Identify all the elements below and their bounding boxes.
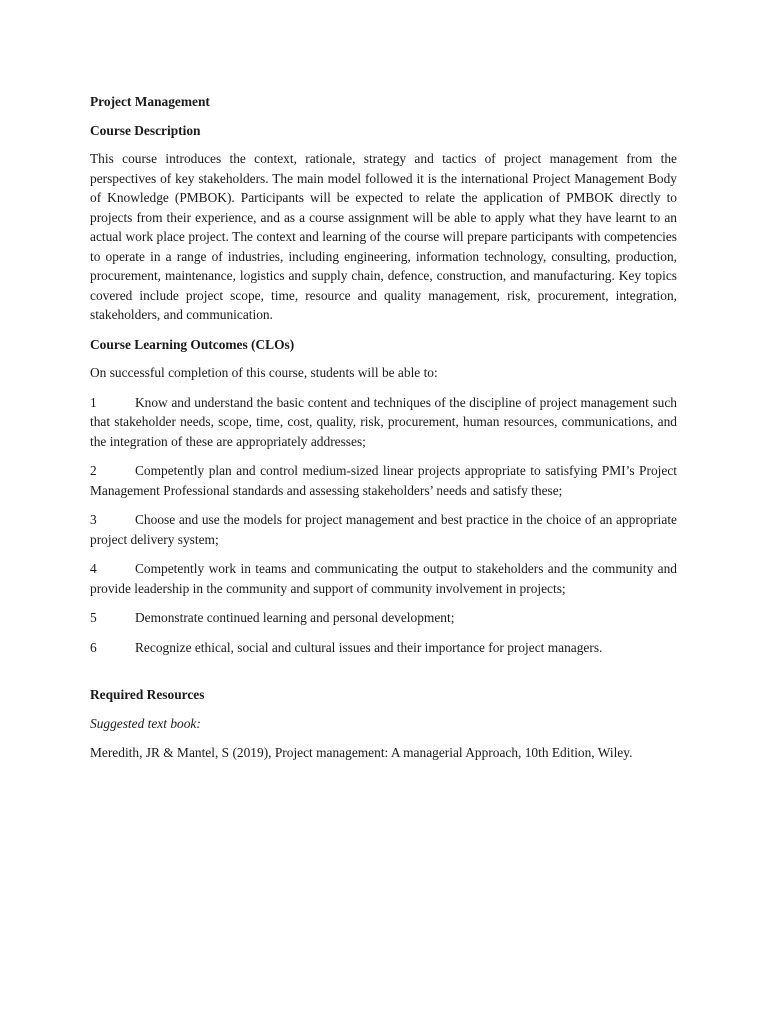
clo-item-4	[90, 559, 677, 598]
clo-item-6	[90, 638, 677, 658]
clo-number: 4	[90, 561, 97, 576]
textbook-citation: Meredith, JR & Mantel, S (2019), Project management: A managerial Approach, 10th Edition, Wiley.	[90, 745, 633, 760]
clo-item-2	[90, 461, 677, 500]
clo-number: 5	[90, 610, 97, 625]
clo-number: 6	[90, 639, 97, 655]
clo-text: Choose and use the models for project management and best practice in the choice of an appropriate project delivery system;	[90, 512, 677, 547]
clos-heading: Course Learning Outcomes (CLOs)	[90, 336, 295, 352]
resources-heading: Required Resources	[90, 687, 205, 702]
document-title: Project Management	[90, 94, 210, 109]
clo-item-5	[90, 608, 677, 628]
clo-text: Recognize ethical, social and cultural issues and their importance for project managers.	[135, 639, 603, 655]
clo-text: Competently plan and control medium-sized linear projects appropriate to satisfying PMI’s Project Management Professional standards and assessing stakeholders’ needs and satisfy these;	[90, 463, 677, 498]
clo-item-3	[90, 510, 677, 549]
clo-item-1	[90, 393, 677, 452]
clo-text: Demonstrate continued learning and personal development;	[135, 610, 455, 625]
clo-number: 1	[90, 394, 97, 410]
course-description-text: This course introduces the context, rationale, strategy and tactics of project management from the perspectives of key stakeholders. The main model followed it is the international Project Management Body of Knowledge (PMBOK). Participants will be expected to relate the application of PMBOK directly to projects from their experience, and as a course assignment will be able to apply what they have learnt to an actual work place project. The context and learning of the course will prepare participants with competencies to operate in a range of industries, including engineering, information technology, consulting, production, procurement, maintenance, logistics and supply chain, defence, construction, and manufacturing. Key topics covered include project scope, time, resource and quality management, risk, procurement, integration, stakeholders, and communication.	[90, 151, 677, 322]
clos-intro: On successful completion of this course, students will be able to:	[90, 365, 438, 380]
textbook-subheading: Suggested text book:	[90, 715, 201, 731]
document-page	[90, 92, 677, 773]
clo-text: Competently work in teams and communicating the output to stakeholders and the community and provide leadership in the community and support of community involvement in projects;	[90, 561, 677, 596]
clo-number: 2	[90, 463, 97, 478]
section-spacer	[90, 667, 677, 685]
clo-text: Know and understand the basic content and techniques of the discipline of project management such that stakeholder needs, scope, time, cost, quality, risk, procurement, human resources, communications, and the integration of these are appropriately addresses;	[90, 394, 677, 449]
clo-number: 3	[90, 512, 97, 527]
course-description-heading: Course Description	[90, 122, 201, 138]
